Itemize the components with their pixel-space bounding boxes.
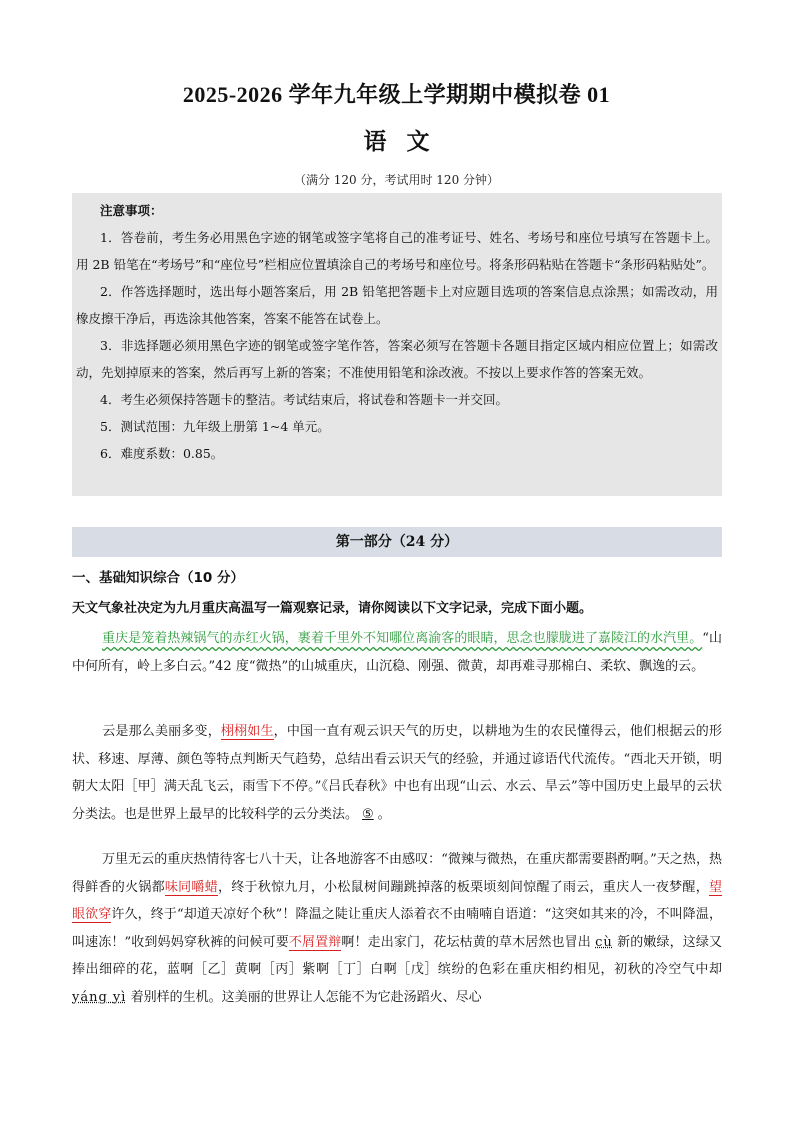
notice-item: 1．答卷前，考生务必用黑色字迹的钢笔或签字笔将自己的准考证号、姓名、考场号和座位号填写在答题卡上。用 2B 铅笔在“考场号”和“座位号”栏相应位置填涂自己的考场号和座位号。将条形码粘贴在答题卡“条形码粘贴处”。 [76, 230, 718, 272]
marked-idiom: 味同嚼蜡 [164, 879, 218, 895]
marked-idiom: 不屑置辩 [288, 934, 342, 950]
paragraph-text: “山中何所有，岭上多白云。”42 度“微热”的山城重庆，山沉稳、刚强、微黄，却再难寻那棉白、柔软、飘逸的云。 [72, 631, 722, 674]
notice-item: 4．考生必须保持答题卡的整洁。考试结束后，将试卷和答题卡一并交回。 [100, 392, 508, 407]
passage-paragraph-3: 万里无云的重庆热情待客七八十天，让各地游客不由感叹：“微辣与微热，在重庆都需要斟酌啊。”天之热，热得鲜香的火锅都味同嚼蜡，终于秋惊九月，小松鼠树间蹦跳掉落的板栗顷刻间惊醒了雨云，重庆人一夜梦醒，望眼欲穿许久，终于“却道天凉好个秋”！降温之陡让重庆人添着衣不由喃喃自语道：“这突如其来的冷，不叫降温，叫速冻！”收到妈妈穿秋裤的问候可要不屑置辩啊！走出家门，花坛枯黄的草木居然也冒出 cù 新的嫩绿，这绿又捧出细碎的花，蓝啊［乙］黄啊［丙］紫啊［丁］白啊［戊］缤纷的色彩在重庆相约相见，初秋的冷空气中却 yáng yì 着别样的生机。这美丽的世界让人怎能不为它赴汤蹈火、尽心 [72, 852, 722, 1005]
marked-idiom: 望眼欲穿 [72, 879, 722, 922]
underlined-sentence: 重庆是笼着热辣锅气的赤红火锅，裹着千里外不知哪位离渝客的眼睛，思念也朦胧进了嘉陵江的水汽里。 [102, 631, 703, 646]
question-heading: 一、基础知识综合（10 分） [72, 570, 244, 586]
marked-idiom: 栩栩如生 [220, 724, 274, 739]
pinyin-blank: cù [595, 934, 613, 950]
exam-info: （满分 120 分，考试用时 120 分钟） [293, 173, 500, 187]
notice-box [72, 193, 722, 496]
answer-blank: ⑤ [362, 806, 374, 822]
notice-item: 6．难度系数：0.85。 [100, 446, 224, 461]
notice-item: 3．非选择题必须用黑色字迹的钢笔或签字笔作答，答案必须写在答题卡各题目指定区域内相应位置上；如需改动，先划掉原来的答案，然后再写上新的答案；不准使用铅笔和涂改液。不按以上要求作答的答案无效。 [76, 338, 718, 380]
question-instruction: 天文气象社决定为九月重庆高温写一篇观察记录，请你阅读以下文字记录，完成下面小题。 [72, 601, 593, 616]
pinyin-blank: yáng yì [72, 989, 127, 1005]
passage-paragraph-1 [72, 625, 722, 680]
notice-item: 2．作答选择题时，选出每小题答案后，用 2B 铅笔把答题卡上对应题目选项的答案信息点涂黑；如需改动，用橡皮擦干净后，再选涂其他答案，答案不能答在试卷上。 [76, 284, 718, 326]
notice-title: 注意事项： [100, 203, 163, 218]
exam-title: 2025-2026 学年九年级上学期期中模拟卷 01 [182, 82, 611, 107]
subject-title: 语文 [363, 128, 450, 155]
section-title-bar: 第一部分（24 分） [72, 527, 722, 557]
notice-item: 5．测试范围：九年级上册第 1~4 单元。 [100, 419, 330, 434]
passage-paragraph-2: 云是那么美丽多变，栩栩如生，中国一直有观云识天气的历史，以耕地为生的农民懂得云，他们根据云的形状、移速、厚薄、颜色等特点判断天气趋势，总结出看云识天气的经验，并通过谚语代代流传。“西北天开锁，明朝大太阳［甲］满天乱飞云，雨雪下不停。”《吕氏春秋》中也有出现“山云、水云、旱云”等中国历史上最早的云状分类法。也是世界上最早的比较科学的云分类法。 ⑤ 。 [72, 724, 722, 822]
